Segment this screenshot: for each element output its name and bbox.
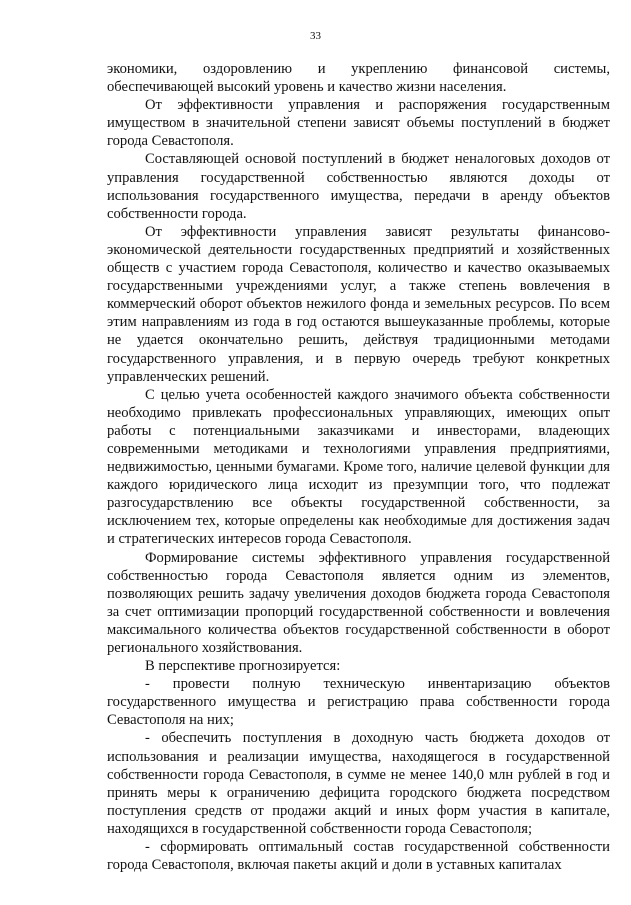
paragraph: экономики, оздоровлению и укреплению финансовой системы, обеспечивающей высокий уровень и качество жизни населения. (107, 61, 610, 96)
document-body (107, 60, 610, 874)
paragraph: Составляющей основой поступлений в бюджет неналоговых доходов от управления государственной собственностью являются доходы от использования государственного имущества, передачи в аренду объектов собственности города. (107, 151, 610, 222)
paragraph: В перспективе прогнозируется: (145, 658, 341, 675)
paragraph: С целью учета особенностей каждого значимого объекта собственности необходимо привлекать профессиональных управляющих, имеющих опыт работы с потенциальными заказчиками и инвесторами, владеющих современными методиками и технологиями управления предприятиями, недвижимостью, ценными бумагами. Кроме того, наличие целевой функции для каждого юридического лица исходит из презумпции того, что подлежат разгосударствлению все объекты государственной собственности, за исключением тех, которые определены как необходимые для достижения задач и стратегических интересов города Севастополя. (107, 386, 610, 548)
list-item: - провести полную техническую инвентаризацию объектов государственного имущества и регистрацию права собственности города Севастополя на них; (107, 676, 610, 729)
paragraph: От эффективности управления зависят результаты финансово-экономической деятельности государственных предприятий и хозяйственных обществ с участием города Севастополя, количество и качество оказываемых государственными учреждениями услуг, а также степень вовлечения в коммерческий оборот объектов нежилого фонда и земельных ресурсов. По всем этим направлениям из года в год остаются вышеуказанные проблемы, которые не удается окончательно решить, действуя традиционными методами государственного управления, и в первую очередь требуют конкретных управленческих решений. (107, 223, 610, 385)
page-number: 33 (310, 30, 321, 42)
list-item: - обеспечить поступления в доходную часть бюджета доходов от использования и реализации имущества, находящегося в государственной собственности города Севастополя, в сумме не менее 140,0 млн рублей в год и принять меры к ограничению дефицита городского бюджета посредством поступления средств от продажи акций и иных форм участия в капитале, находящихся в государственной собственности города Севастополя; (107, 730, 610, 837)
paragraph: От эффективности управления и распоряжения государственным имуществом в значительной степени зависят объемы поступлений в бюджет города Севастополя. (107, 97, 610, 150)
paragraph: Формирование системы эффективного управления государственной собственностью города Севастополя является одним из элементов, позволяющих решить задачу увеличения доходов бюджета города Севастополя за счет оптимизации пропорций государственной собственности и вовлечения максимального количества объектов государственной собственности в оборот регионального хозяйствования. (107, 549, 610, 656)
list-item: - сформировать оптимальный состав государственной собственности города Севастополя, включая пакеты акций и доли в уставных капиталах (107, 839, 610, 874)
